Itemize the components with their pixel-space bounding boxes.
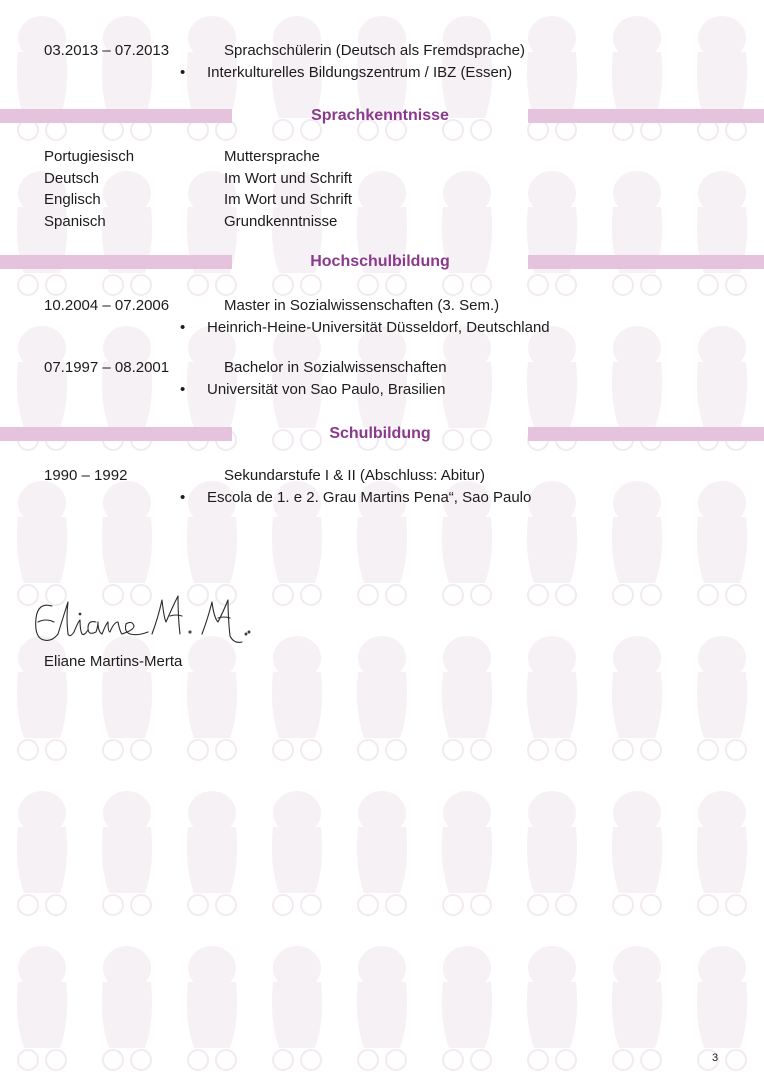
experience-date: 03.2013 – 07.2013 [44, 42, 170, 59]
experience-title: Sprachschülerin (Deutsch als Fremdsprache) [224, 42, 525, 59]
education-date: 07.1997 – 08.2001 [44, 359, 170, 376]
bullet-symbol: • [180, 381, 186, 398]
school-title: Sekundarstufe I & II (Abschluss: Abitur) [224, 467, 485, 484]
page-number: 3 [712, 1052, 719, 1064]
section-bar-right [528, 427, 764, 441]
handwritten-signature [30, 588, 270, 654]
language-level: Muttersprache [224, 148, 320, 165]
section-bar-left [0, 255, 232, 269]
language-name: Englisch [44, 191, 101, 208]
school-bullet-text: Escola de 1. e 2. Grau Martins Pena“, Sao Paulo [207, 489, 532, 506]
section-header-school [0, 424, 764, 444]
school-date: 1990 – 1992 [44, 467, 128, 484]
bullet-symbol: • [180, 319, 186, 336]
section-bar-right [528, 109, 764, 123]
language-name: Spanisch [44, 213, 106, 230]
section-title: Hochschulbildung [310, 253, 450, 270]
language-name: Portugiesisch [44, 148, 135, 165]
section-header-higher-education [0, 252, 764, 272]
education-bullet-text: Heinrich-Heine-Universität Düsseldorf, Deutschland [207, 319, 550, 336]
education-date: 10.2004 – 07.2006 [44, 297, 170, 314]
language-level: Im Wort und Schrift [224, 170, 353, 187]
signature-name: Eliane Martins-Merta [44, 653, 183, 670]
language-name: Deutsch [44, 170, 100, 187]
language-level: Im Wort und Schrift [224, 191, 353, 208]
section-bar-left [0, 109, 232, 123]
section-bar-left [0, 427, 232, 441]
section-header-languages [0, 106, 764, 126]
section-title: Schulbildung [329, 425, 431, 442]
bullet-symbol: • [180, 489, 186, 506]
bullet-symbol: • [180, 64, 186, 81]
education-title: Bachelor in Sozialwissenschaften [224, 359, 447, 376]
experience-bullet-text: Interkulturelles Bildungszentrum / IBZ (Essen) [207, 64, 513, 81]
language-level: Grundkenntnisse [224, 213, 338, 230]
education-bullet-text: Universität von Sao Paulo, Brasilien [207, 381, 446, 398]
section-title: Sprachkenntnisse [311, 107, 449, 124]
education-title: Master in Sozialwissenschaften (3. Sem.) [224, 297, 500, 314]
section-bar-right [528, 255, 764, 269]
